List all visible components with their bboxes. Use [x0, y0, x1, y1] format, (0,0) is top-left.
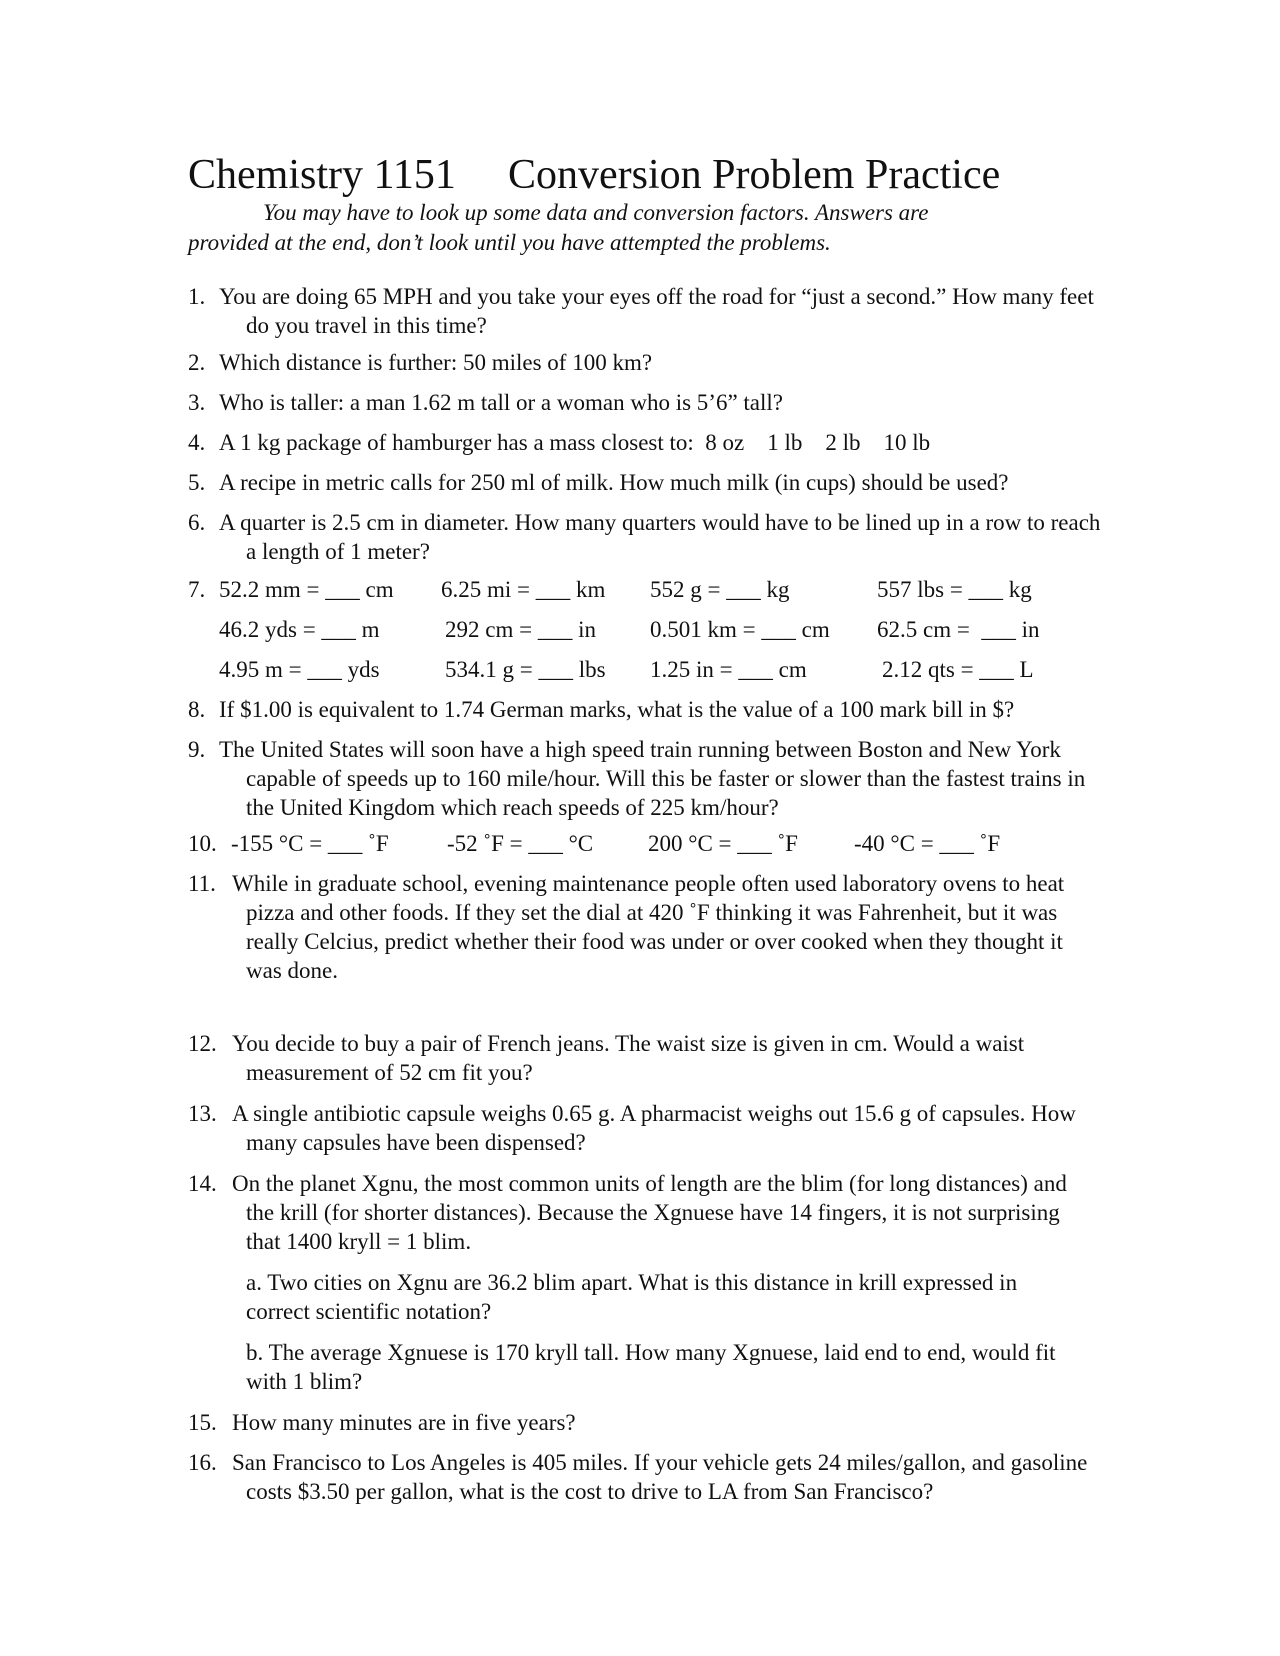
conversion-item: 552 g = ___ kg [650, 577, 790, 602]
temperature-item: -155 °C = ___ ˚F [231, 831, 389, 856]
question-text: If $1.00 is equivalent to 1.74 German marks, what is the value of a 100 mark bill in $? [219, 697, 1015, 722]
question-text: A recipe in metric calls for 250 ml of milk. How much milk (in cups) should be used? [219, 470, 1009, 495]
question-text: While in graduate school, evening maintenance people often used laboratory ovens to heat pizza and other foods. If they set the dial at 420 ˚F thinking it was Fahrenheit, but it was really Celcius, predict whether their food was under or over cooked when they thought it was done. [232, 871, 1065, 983]
question-text: A single antibiotic capsule weighs 0.65 g. A pharmacist weighs out 15.6 g of capsules. How many capsules have been dispensed? [232, 1101, 1076, 1155]
temperature-item: 200 °C = ___ ˚F [648, 831, 798, 856]
conversion-row-3 [0, 655, 1280, 685]
question-number: 4. [188, 430, 206, 455]
question-14-part-a: a. Two cities on Xgnu are 36.2 blim apart. What is this distance in krill expressed in correct scientific notation? [246, 1270, 1018, 1324]
question-number: 14. [188, 1171, 217, 1196]
question-number: 16. [188, 1450, 217, 1475]
question-text: How many minutes are in five years? [232, 1410, 576, 1435]
question-11 [188, 869, 1094, 985]
question-number: 8. [188, 697, 206, 722]
question-number: 7. [188, 577, 206, 602]
conversion-item: 52.2 mm = ___ cm [219, 577, 394, 602]
question-number: 15. [188, 1410, 217, 1435]
question-number: 13. [188, 1101, 217, 1126]
temperature-item: -52 ˚F = ___ °C [447, 831, 594, 856]
question-number: 6. [188, 510, 206, 535]
question-number: 12. [188, 1031, 217, 1056]
question-15 [188, 1408, 1094, 1437]
question-13 [188, 1099, 1094, 1157]
conversion-item: 534.1 g = ___ lbs [445, 657, 606, 682]
question-number: 1. [188, 284, 206, 309]
question-number: 2. [188, 350, 206, 375]
instructions [188, 198, 1068, 258]
conversion-row-2 [0, 615, 1280, 645]
question-10 [0, 829, 1280, 859]
course-name: Chemistry 1151 [188, 152, 456, 198]
question-text: A quarter is 2.5 cm in diameter. How many quarters would have to be lined up in a row to reach a length of 1 meter? [219, 510, 1101, 564]
worksheet-title: Conversion Problem Practice [508, 152, 1001, 198]
question-3 [188, 388, 1106, 417]
conversion-item: 6.25 mi = ___ km [441, 577, 606, 602]
page-title [188, 150, 1000, 200]
conversion-item: 0.501 km = ___ cm [650, 617, 830, 642]
conversion-item: 292 cm = ___ in [445, 617, 596, 642]
question-text: On the planet Xgnu, the most common units of length are the blim (for long distances) and the krill (for shorter distances). Because the Xgnuese have 14 fingers, it is not surprising that 1400 kryll = 1 blim. [232, 1171, 1067, 1254]
question-text: The United States will soon have a high speed train running between Boston and New York capable of speeds up to 160 mile/hour. Will this be faster or slower than the fastest trains in the United Kingdom which reach speeds of 225 km/hour? [219, 737, 1086, 820]
question-1 [188, 282, 1106, 340]
question-text: San Francisco to Los Angeles is 405 miles. If your vehicle gets 24 miles/gallon, and gasoline costs $3.50 per gallon, what is the cost to drive to LA from San Francisco? [232, 1450, 1088, 1504]
conversion-item: 2.12 qts = ___ L [882, 657, 1034, 682]
conversion-item: 1.25 in = ___ cm [650, 657, 807, 682]
question-text: Who is taller: a man 1.62 m tall or a woman who is 5’6” tall? [219, 390, 783, 415]
instructions-line-1: You may have to look up some data and conversion factors. Answers are [263, 200, 929, 225]
instructions-line-2: provided at the end, don’t look until you have attempted the problems. [188, 230, 831, 255]
question-number: 5. [188, 470, 206, 495]
question-number: 9. [188, 737, 206, 762]
question-12 [188, 1029, 1094, 1087]
question-text: Which distance is further: 50 miles of 100 km? [219, 350, 653, 375]
question-16 [188, 1448, 1094, 1506]
conversion-item: 46.2 yds = ___ m [219, 617, 380, 642]
question-14 [188, 1169, 1094, 1256]
question-14-part-b: b. The average Xgnuese is 170 kryll tall. How many Xgnuese, laid end to end, would fit with 1 blim? [246, 1340, 1056, 1394]
question-6 [188, 508, 1106, 566]
question-2 [188, 348, 1106, 377]
conversion-item: 4.95 m = ___ yds [219, 657, 380, 682]
conversion-row-1 [0, 575, 1280, 605]
temperature-item: -40 °C = ___ ˚F [854, 831, 1001, 856]
question-4 [188, 428, 1106, 457]
conversion-item: 62.5 cm = ___ in [877, 617, 1040, 642]
question-number: 11. [188, 871, 216, 896]
question-5 [188, 468, 1106, 497]
question-number: 10. [188, 831, 217, 856]
question-text: You decide to buy a pair of French jeans. The waist size is given in cm. Would a waist measurement of 52 cm fit you? [232, 1031, 1025, 1085]
question-9 [188, 735, 1106, 822]
question-number: 3. [188, 390, 206, 415]
conversion-item: 557 lbs = ___ kg [877, 577, 1032, 602]
question-text: A 1 kg package of hamburger has a mass closest to: 8 oz 1 lb 2 lb 10 lb [219, 430, 931, 455]
question-8 [188, 695, 1106, 724]
question-text: You are doing 65 MPH and you take your eyes off the road for “just a second.” How many feet do you travel in this time? [219, 284, 1094, 338]
